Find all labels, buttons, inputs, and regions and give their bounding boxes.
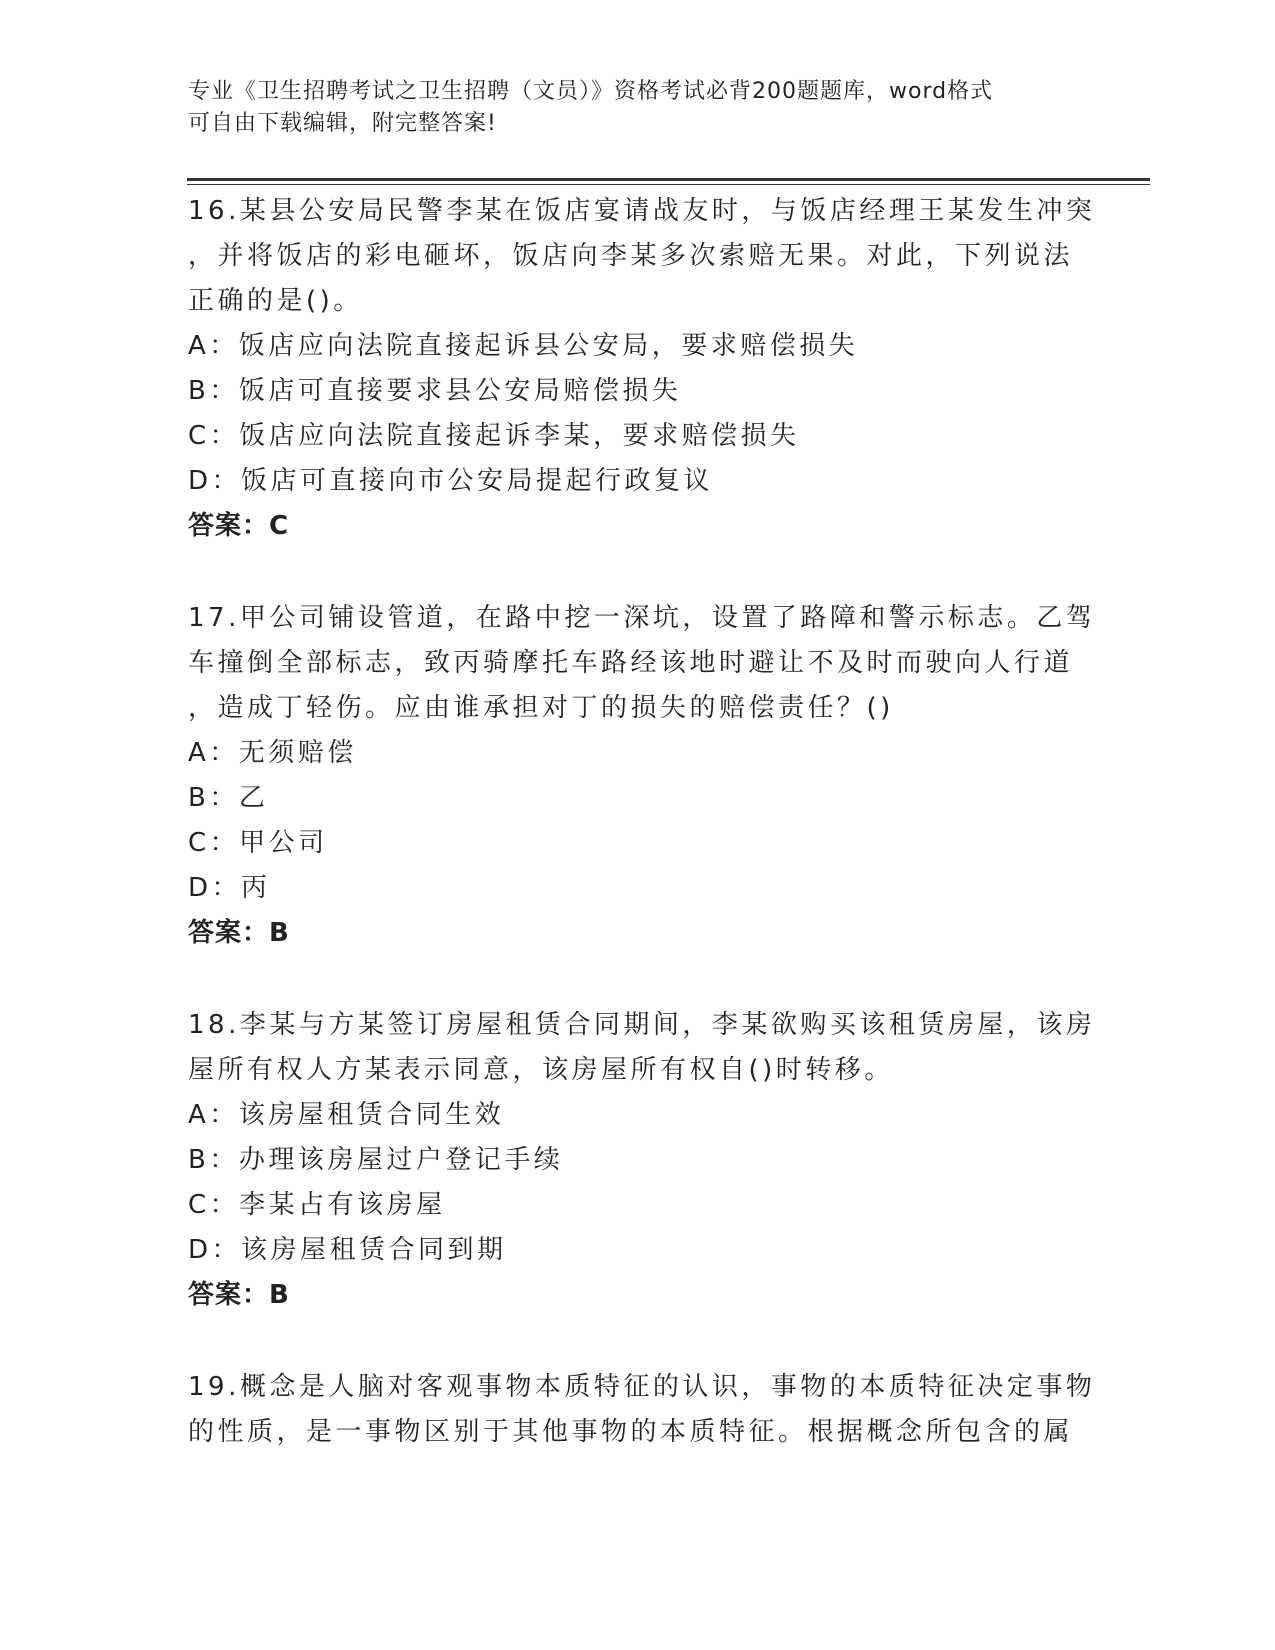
question-text-line: ，造成丁轻伤。应由谁承担对丁的损失的赔偿责任？() <box>188 693 894 723</box>
question-spacer <box>188 1318 1088 1365</box>
answer-line: 答案：B <box>188 918 290 948</box>
header-divider-thin <box>187 184 1150 185</box>
question-spacer <box>188 549 1088 596</box>
option-d: D：丙 <box>188 873 271 903</box>
question-text-line: 16.某县公安局民警李某在饭店宴请战友时，与饭店经理王某发生冲突 <box>188 196 1096 226</box>
header-line-1: 专业《卫生招聘考试之卫生招聘（文员）》资格考试必背200题题库，word格式 <box>188 79 994 104</box>
question-text-line: 18.李某与方某签订房屋租赁合同期间，李某欲购买该租赁房屋，该房 <box>188 1010 1096 1040</box>
question-text-line: 的性质，是一事物区别于其他事物的本质特征。根据概念所包含的属 <box>188 1417 1074 1447</box>
option-c: C：李某占有该房屋 <box>188 1190 446 1220</box>
option-a: A：饭店应向法院直接起诉县公安局，要求赔偿损失 <box>188 331 859 361</box>
question-19 <box>188 1365 1096 1455</box>
header-line-2: 可自由下载编辑，附完整答案! <box>188 111 497 136</box>
header-divider-thick <box>187 178 1150 181</box>
question-list <box>188 189 1096 1455</box>
option-d: D：该房屋租赁合同到期 <box>188 1235 507 1265</box>
option-b: B：饭店可直接要求县公安局赔偿损失 <box>188 376 682 406</box>
question-text-line: ，并将饭店的彩电砸坏，饭店向李某多次索赔无果。对此，下列说法 <box>188 241 1074 271</box>
option-b: B：乙 <box>188 783 269 813</box>
question-18 <box>188 1003 1096 1318</box>
answer-line: 答案：C <box>188 511 290 541</box>
option-d: D：饭店可直接向市公安局提起行政复议 <box>188 466 714 496</box>
option-a: A：该房屋租赁合同生效 <box>188 1100 505 1130</box>
question-text-line: 车撞倒全部标志，致丙骑摩托车路经该地时避让不及时而驶向人行道 <box>188 648 1074 678</box>
option-c: C：饭店应向法院直接起诉李某，要求赔偿损失 <box>188 421 800 451</box>
question-text-line: 19.概念是人脑对客观事物本质特征的认识，事物的本质特征决定事物 <box>188 1372 1096 1402</box>
question-text-line: 屋所有权人方某表示同意，该房屋所有权自()时转移。 <box>188 1055 894 1085</box>
option-b: B：办理该房屋过户登记手续 <box>188 1145 564 1175</box>
question-16 <box>188 189 1096 549</box>
question-text-line: 17.甲公司铺设管道，在路中挖一深坑，设置了路障和警示标志。乙驾 <box>188 603 1096 633</box>
question-spacer <box>188 956 1088 1003</box>
answer-line: 答案：B <box>188 1280 290 1310</box>
question-text-line: 正确的是()。 <box>188 286 363 316</box>
document-header <box>188 76 1068 140</box>
option-a: A：无须赔偿 <box>188 738 357 768</box>
option-c: C：甲公司 <box>188 828 328 858</box>
question-17 <box>188 596 1096 956</box>
